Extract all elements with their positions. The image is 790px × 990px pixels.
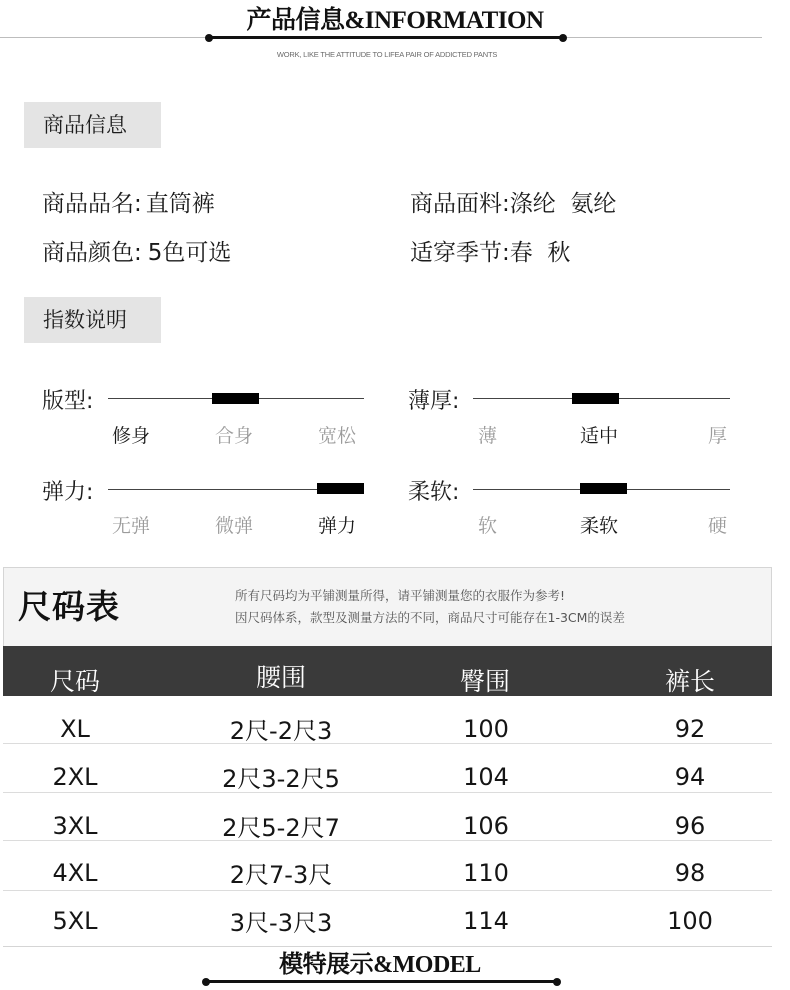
page-title: 产品信息&INFORMATION (246, 7, 544, 34)
page-subtitle: WORK, LIKE THE ATTITUDE TO LIFEA PAIR OF ADDICTED PANTS (276, 50, 498, 59)
product-name-label: 商品品名: (42, 191, 142, 217)
cell-hip: 104 (463, 763, 509, 791)
fit-option-regular: 合身 (215, 425, 254, 447)
product-season-row (410, 234, 570, 267)
cell-hip: 110 (463, 859, 509, 887)
elasticity-scale-marker (317, 483, 364, 494)
fit-option-slim: 修身 (112, 425, 151, 447)
col-header-size: 尺码 (49, 667, 100, 696)
product-season-label: 适穿季节: (410, 240, 510, 266)
cell-length: 96 (674, 812, 706, 840)
cell-size: 4XL (52, 859, 98, 887)
cell-waist: 2尺-2尺3 (229, 717, 333, 745)
thickness-option-thick: 厚 (708, 425, 728, 447)
underline-right-dot (559, 34, 567, 42)
product-fabric-row (410, 185, 616, 218)
elasticity-option-slight: 微弹 (215, 515, 254, 537)
softness-option-supple: 柔软 (580, 515, 619, 537)
size-chart-title: 尺码表 (18, 587, 120, 626)
cell-length: 92 (674, 715, 706, 743)
softness-scale-marker (580, 483, 627, 494)
cell-length: 94 (674, 763, 706, 791)
size-chart-note-2: 因尺码体系，款型及测量方法的不同，商品尺寸可能存在1-3CM的误差 (235, 610, 625, 625)
product-color-label: 商品颜色: (42, 240, 142, 266)
cell-hip: 114 (463, 907, 509, 935)
thickness-option-medium: 适中 (580, 425, 619, 447)
elasticity-option-stretch: 弹力 (318, 515, 357, 537)
cell-length: 98 (674, 859, 706, 887)
fit-option-loose: 宽松 (318, 425, 357, 447)
cell-waist: 3尺-3尺3 (229, 909, 333, 937)
cell-length: 100 (667, 907, 713, 935)
product-name-value: 直筒裤 (145, 191, 215, 217)
elasticity-option-none: 无弹 (112, 515, 151, 537)
cell-size: 2XL (52, 763, 98, 791)
product-info-label: 商品信息 (24, 102, 161, 148)
cell-hip: 100 (463, 715, 509, 743)
softness-scale-name: 柔软: (408, 480, 460, 505)
cell-waist: 2尺7-3尺 (229, 861, 333, 889)
row-divider (3, 743, 772, 744)
underline-left-dot (205, 34, 213, 42)
title-underline (208, 36, 564, 39)
thickness-option-thin: 薄 (478, 425, 498, 447)
row-divider (3, 890, 772, 891)
thickness-scale-marker (572, 393, 619, 404)
fit-scale-marker (212, 393, 259, 404)
size-chart-note-1: 所有尺码均为平铺测量所得，请平铺测量您的衣服作为参考! (235, 588, 566, 603)
product-name-row (42, 185, 215, 218)
product-color-value: 5色可选 (147, 240, 232, 266)
col-header-hip: 臀围 (459, 667, 510, 696)
cell-waist: 2尺3-2尺5 (222, 765, 340, 793)
fit-scale-name: 版型: (42, 389, 94, 414)
product-color-row (42, 234, 231, 267)
model-title-underline (206, 980, 558, 983)
product-fabric-label: 商品面料: (410, 191, 510, 217)
row-divider (3, 840, 772, 841)
cell-waist: 2尺5-2尺7 (222, 814, 340, 842)
cell-size: 5XL (52, 907, 98, 935)
softness-option-hard: 硬 (708, 515, 728, 537)
cell-hip: 106 (463, 812, 509, 840)
product-fabric-value: 涤纶 氨纶 (509, 191, 617, 217)
cell-size: 3XL (52, 812, 98, 840)
index-info-label: 指数说明 (24, 297, 161, 343)
softness-option-soft: 软 (478, 515, 498, 537)
model-section-title: 模特展示&MODEL (279, 952, 481, 978)
model-underline-right-dot (553, 978, 561, 986)
row-divider (3, 792, 772, 793)
thickness-scale-name: 薄厚: (408, 389, 460, 414)
cell-size: XL (60, 715, 90, 743)
product-season-value: 春 秋 (509, 240, 571, 266)
col-header-length: 裤长 (664, 667, 715, 696)
elasticity-scale-name: 弹力: (42, 480, 94, 505)
col-header-waist: 腰围 (255, 663, 306, 692)
model-underline-left-dot (202, 978, 210, 986)
